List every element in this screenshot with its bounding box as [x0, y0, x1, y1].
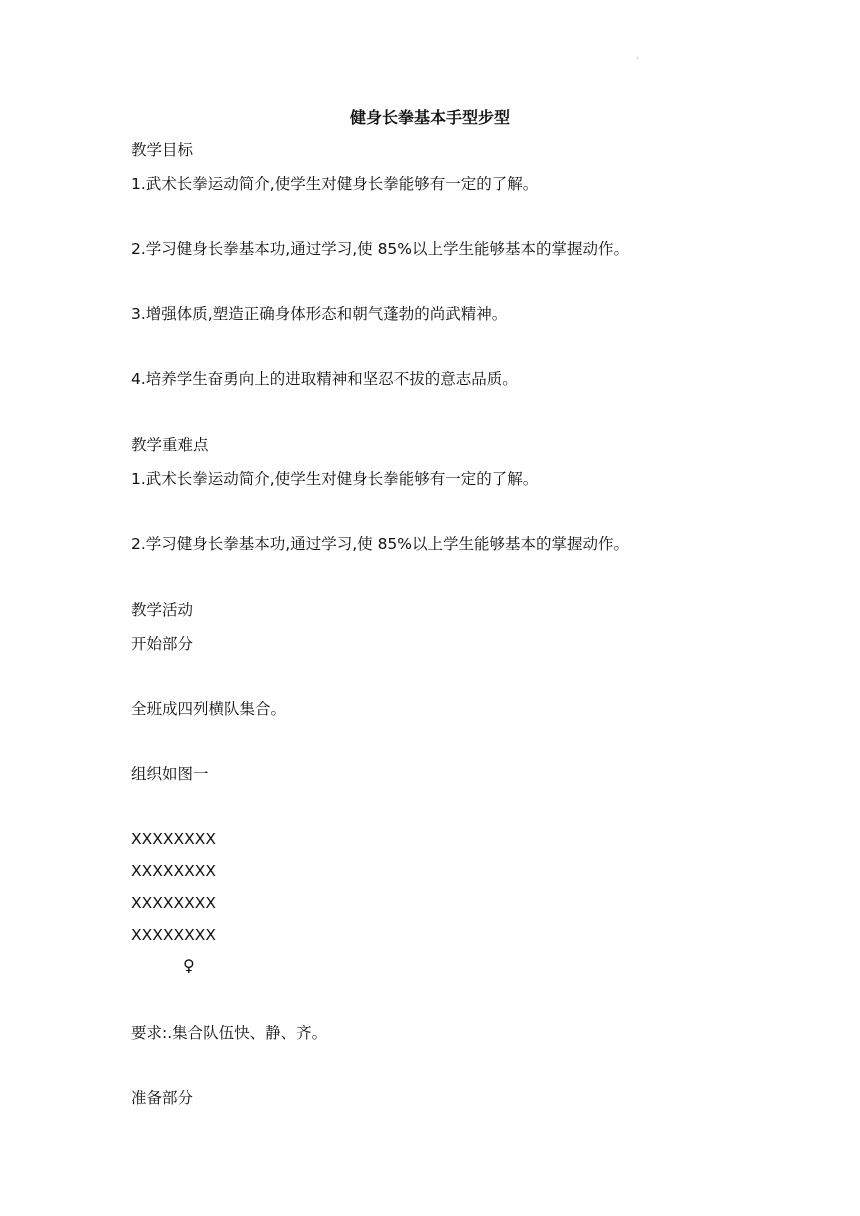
prep-section-heading: 准备部分 — [131, 1089, 194, 1107]
document-title: 健身长拳基本手型步型 — [349, 108, 510, 127]
key-points-heading: 教学重难点 — [131, 436, 209, 454]
assembly-text: 全班成四列横队集合。 — [131, 700, 287, 718]
objective-item-4: 4.培养学生奋勇向上的进取精神和坚忍不拔的意志品质。 — [131, 370, 518, 388]
activities-heading: 教学活动 — [131, 601, 194, 619]
start-section-heading: 开始部分 — [131, 635, 194, 653]
objectives-heading: 教学目标 — [131, 141, 194, 159]
requirement-text: 要求:.集合队伍快、静、齐。 — [131, 1024, 328, 1042]
formation-row-3: XXXXXXXX — [131, 894, 216, 912]
formation-row-4: XXXXXXXX — [131, 926, 216, 944]
key-point-item-1: 1.武术长拳运动简介,使学生对健身长拳能够有一定的了解。 — [131, 470, 539, 488]
key-point-item-2: 2.学习健身长拳基本功,通过学习,使 85%以上学生能够基本的掌握动作。 — [131, 535, 630, 553]
teacher-position-mark: ♀ — [183, 956, 195, 975]
formation-row-2: XXXXXXXX — [131, 862, 216, 880]
organization-text: 组织如图一 — [131, 765, 209, 783]
formation-row-1: XXXXXXXX — [131, 830, 216, 848]
header-dot: · — [636, 54, 639, 63]
objective-item-1: 1.武术长拳运动简介,使学生对健身长拳能够有一定的了解。 — [131, 175, 539, 193]
objective-item-3: 3.增强体质,塑造正确身体形态和朝气蓬勃的尚武精神。 — [131, 305, 508, 323]
objective-item-2: 2.学习健身长拳基本功,通过学习,使 85%以上学生能够基本的掌握动作。 — [131, 240, 630, 258]
